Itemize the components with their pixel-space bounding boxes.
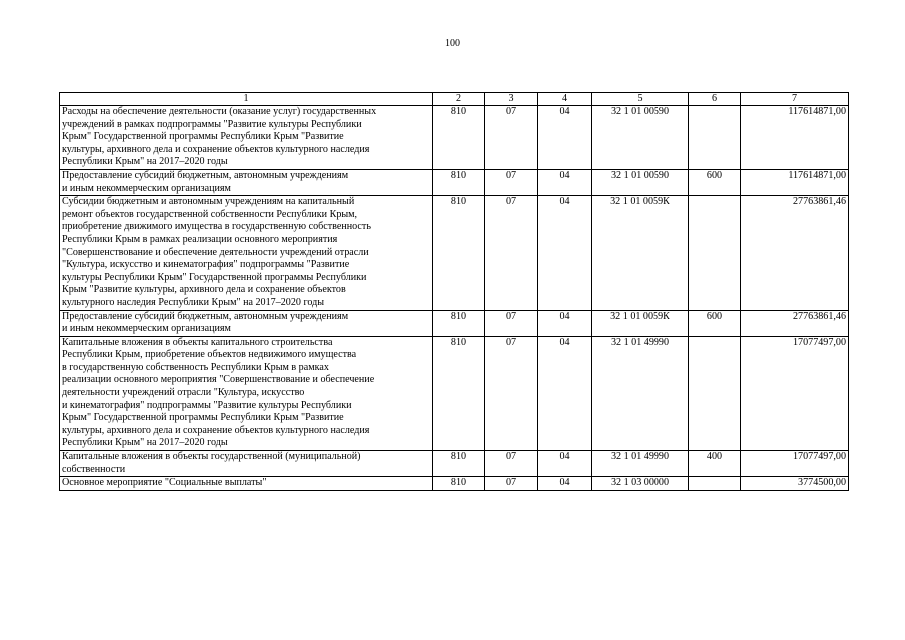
row-amount: 17077497,00 [741,451,849,477]
header-cell-7: 7 [741,93,849,106]
row-col3: 07 [485,106,538,170]
row-col4: 04 [538,477,592,491]
row-col5: 32 1 01 0059К [592,310,689,336]
table-row [60,477,849,491]
table-row [60,336,849,450]
header-cell-3: 3 [485,93,538,106]
row-col2: 810 [433,477,485,491]
row-col3: 07 [485,196,538,310]
row-description: Капитальные вложения в объекты государственной (муниципальной) собственности [60,451,433,477]
row-col5: 32 1 01 0059К [592,196,689,310]
row-col5: 32 1 03 00000 [592,477,689,491]
row-col4: 04 [538,106,592,170]
row-description: Капитальные вложения в объекты капитального строительства Республики Крым, приобретение объектов недвижимого имущества в государственную собственность Республики Крым в рамках реализации основного мероприятия "Совершенствование и обеспечение деятельности учреждений отрасли "Культура, искусство и кинематография" подпрограммы "Развитие культуры Республики Крым" Государственной программы Республики Крым "Развитие культуры, архивного дела и сохранение объектов культурного наследия Республики Крым" на 2017–2020 годы [60,336,433,450]
row-col2: 810 [433,336,485,450]
header-cell-4: 4 [538,93,592,106]
row-col6: 400 [689,451,741,477]
page-number: 100 [445,38,460,49]
row-description: Расходы на обеспечение деятельности (оказание услуг) государственных учреждений в рамках подпрограммы "Развитие культуры Республики Крым" Государственной программы Республики Крым "Развитие культуры, архивного дела и сохранение объектов культурного наследия Республики Крым" на 2017–2020 годы [60,106,433,170]
table-row [60,169,849,195]
row-col6 [689,477,741,491]
row-description: Предоставление субсидий бюджетным, автономным учреждениям и иным некоммерческим организациям [60,310,433,336]
row-amount: 27763861,46 [741,196,849,310]
row-col5: 32 1 01 00590 [592,106,689,170]
row-col2: 810 [433,310,485,336]
table-row [60,310,849,336]
row-col3: 07 [485,336,538,450]
header-cell-2: 2 [433,93,485,106]
row-col6 [689,106,741,170]
row-description: Основное мероприятие "Социальные выплаты" [60,477,433,491]
table-row [60,451,849,477]
row-col3: 07 [485,169,538,195]
row-col2: 810 [433,196,485,310]
header-cell-6: 6 [689,93,741,106]
row-col3: 07 [485,477,538,491]
header-row [60,93,849,106]
row-col3: 07 [485,310,538,336]
header-cell-1: 1 [60,93,433,106]
row-col6: 600 [689,169,741,195]
row-col5: 32 1 01 49990 [592,336,689,450]
row-col5: 32 1 01 49990 [592,451,689,477]
row-col4: 04 [538,196,592,310]
row-col4: 04 [538,451,592,477]
row-amount: 117614871,00 [741,106,849,170]
row-col6 [689,196,741,310]
row-col2: 810 [433,169,485,195]
table-row [60,106,849,170]
row-col6 [689,336,741,450]
row-col4: 04 [538,169,592,195]
row-col6: 600 [689,310,741,336]
row-col2: 810 [433,451,485,477]
table-row [60,196,849,310]
row-description: Предоставление субсидий бюджетным, автономным учреждениям и иным некоммерческим организациям [60,169,433,195]
row-amount: 27763861,46 [741,310,849,336]
row-description: Субсидии бюджетным и автономным учреждениям на капитальный ремонт объектов государственной собственности Республики Крым, приобретение движимого имущества в государственную собственность Республики Крым в рамках реализации основного мероприятия "Совершенствование и обеспечение деятельности учреждений отрасли "Культура, искусство и кинематография" подпрограммы "Развитие культуры Республики Крым" Государственной программы Республики Крым "Развитие культуры, архивного дела и сохранение объектов культурного наследия Республики Крым" на 2017–2020 годы [60,196,433,310]
header-cell-5: 5 [592,93,689,106]
row-col5: 32 1 01 00590 [592,169,689,195]
row-col4: 04 [538,336,592,450]
row-col3: 07 [485,451,538,477]
budget-table [59,92,849,491]
row-col2: 810 [433,106,485,170]
row-col4: 04 [538,310,592,336]
row-amount: 3774500,00 [741,477,849,491]
row-amount: 17077497,00 [741,336,849,450]
row-amount: 117614871,00 [741,169,849,195]
